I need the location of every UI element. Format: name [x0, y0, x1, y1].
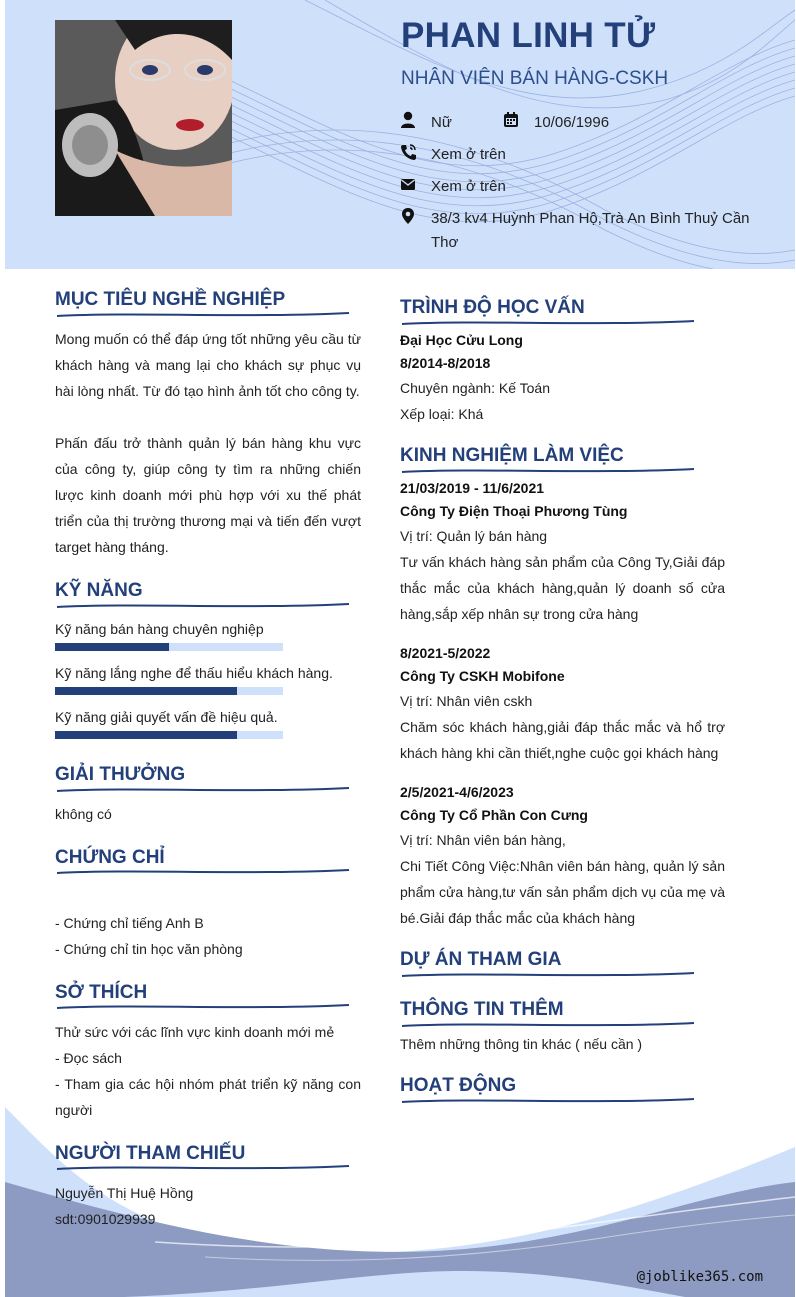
job-position: Vị trí: Nhân viên bán hàng,: [400, 832, 566, 848]
certificates-underline: [55, 867, 351, 877]
hobby-item: - Tham gia các hội nhóm phát triển kỹ năng con người: [55, 1076, 361, 1118]
map-pin-icon: [400, 207, 416, 225]
skill-bar: [55, 643, 283, 651]
education-school: Đại Học Cửu Long: [400, 332, 523, 348]
job-period: 2/5/2021-4/6/2023: [400, 784, 514, 800]
certificate-item: - Chứng chỉ tiếng Anh B: [55, 915, 204, 931]
hobbies-title: SỞ THÍCH: [55, 982, 148, 1003]
email-row: [400, 175, 506, 199]
job-company: Công Ty Điện Thoại Phương Tùng: [400, 503, 628, 519]
phone-value: Xem ở trên: [431, 146, 506, 163]
education-major: Chuyên ngành: Kế Toán: [400, 380, 550, 396]
objective-paragraph-1: Mong muốn có thể đáp ứng tốt những yêu cầu từ khách hàng và mang lại cho khách sự phục vụ hài lòng nhất. Từ đó tạo hình ảnh tốt cho công ty.: [55, 331, 361, 399]
objective-title: MỤC TIÊU NGHỀ NGHIỆP: [55, 289, 286, 310]
skills-title: KỸ NĂNG: [55, 580, 143, 601]
education-grade: Xếp loại: Khá: [400, 406, 484, 422]
address-value: 38/3 kv4 Huỳnh Phan Hộ,Trà An Bình Thuỷ Cần Thơ: [431, 210, 750, 251]
objective-underline: [55, 310, 351, 320]
skill-bar-fill: [55, 731, 237, 739]
cv-page: [5, 0, 795, 1297]
job-description: Tư vấn khách hàng sản phẩm của Công Ty,Giải đáp thắc mắc của khách hàng,quản lý doanh số cửa hàng,sắp xếp nhân sự trong cửa hàng: [400, 554, 725, 622]
education-underline: [400, 318, 696, 328]
projects-underline: [400, 970, 696, 980]
job-company: Công Ty CSKH Mobifone: [400, 668, 565, 684]
activities-title: HOẠT ĐỘNG: [400, 1075, 517, 1096]
address-row: [400, 207, 770, 255]
phone-icon: [400, 143, 416, 161]
reference-phone: sdt:0901029939: [55, 1211, 156, 1227]
job-period: 8/2021-5/2022: [400, 645, 491, 661]
job-company: Công Ty Cổ Phần Con Cưng: [400, 807, 588, 823]
projects-title: DỰ ÁN THAM GIA: [400, 949, 562, 970]
user-icon: [400, 111, 416, 129]
watermark-text: @joblike365.com: [636, 1269, 763, 1285]
gender-value: Nữ: [431, 114, 452, 131]
candidate-name: PHAN LINH TỬ: [401, 16, 656, 55]
hobby-item: - Đọc sách: [55, 1050, 122, 1066]
skills-underline: [55, 601, 351, 611]
awards-underline: [55, 785, 351, 795]
gender-row: [400, 111, 609, 135]
certificate-item: - Chứng chỉ tin học văn phòng: [55, 941, 243, 957]
certificates-title: CHỨNG CHỈ: [55, 847, 165, 868]
job-description: Chăm sóc khách hàng,giải đáp thắc mắc và hổ trợ khách hàng khi cần thiết,nghe cuộc gọi khách hàng: [400, 719, 725, 761]
experience-underline: [400, 466, 696, 476]
activities-underline: [400, 1096, 696, 1106]
hobby-item: Thử sức với các lĩnh vực kinh doanh mới mẻ: [55, 1024, 335, 1040]
job-description: Chi Tiết Công Việc:Nhân viên bán hàng, quản lý sản phẩm cửa hàng,tư vấn sản phẩm dịch vụ của mẹ và bé.Giải đáp thắc mắc của khách hàng: [400, 858, 725, 926]
awards-title: GIẢI THƯỞNG: [55, 764, 186, 785]
candidate-job-title: NHÂN VIÊN BÁN HÀNG-CSKH: [401, 68, 669, 89]
skill-bar-fill: [55, 687, 237, 695]
job-position: Vị trí: Nhân viên cskh: [400, 693, 533, 709]
references-underline: [55, 1163, 351, 1173]
envelope-icon: [400, 175, 416, 193]
awards-text: không có: [55, 806, 112, 822]
skill-bar: [55, 687, 283, 695]
skill-bar-fill: [55, 643, 169, 651]
job-position: Vị trí: Quản lý bán hàng: [400, 528, 548, 544]
extra-info-text: Thêm những thông tin khác ( nếu cần ): [400, 1036, 643, 1052]
reference-name: Nguyễn Thị Huệ Hồng: [55, 1185, 194, 1201]
objective-paragraph-2: Phấn đấu trở thành quản lý bán hàng khu vực của công ty, giúp công ty tìm ra những chiến lược kinh doanh mới phù hợp với xu thế phát triển của thị trường thương mại và tiến đến vượt target hàng tháng.: [55, 435, 361, 555]
extra-info-title: THÔNG TIN THÊM: [400, 999, 564, 1020]
education-period: 8/2014-8/2018: [400, 355, 491, 371]
job-period: 21/03/2019 - 11/6/2021: [400, 480, 545, 496]
extra-info-underline: [400, 1020, 696, 1030]
skill-label: Kỹ năng bán hàng chuyên nghiệp: [55, 621, 264, 637]
skill-bar: [55, 731, 283, 739]
cv-header: [5, 0, 795, 269]
hobbies-underline: [55, 1002, 351, 1012]
phone-row: [400, 143, 506, 167]
profile-photo: [55, 20, 232, 216]
birthday-value: 10/06/1996: [534, 114, 610, 131]
calendar-icon: [503, 111, 519, 129]
skill-label: Kỹ năng lắng nghe để thấu hiểu khách hàng.: [55, 665, 333, 681]
experience-title: KINH NGHIỆM LÀM VIỆC: [400, 445, 624, 466]
education-title: TRÌNH ĐỘ HỌC VẤN: [400, 297, 585, 318]
references-title: NGƯỜI THAM CHIẾU: [55, 1143, 246, 1164]
skill-label: Kỹ năng giải quyết vấn đề hiệu quả.: [55, 709, 278, 725]
email-value: Xem ở trên: [431, 178, 506, 195]
